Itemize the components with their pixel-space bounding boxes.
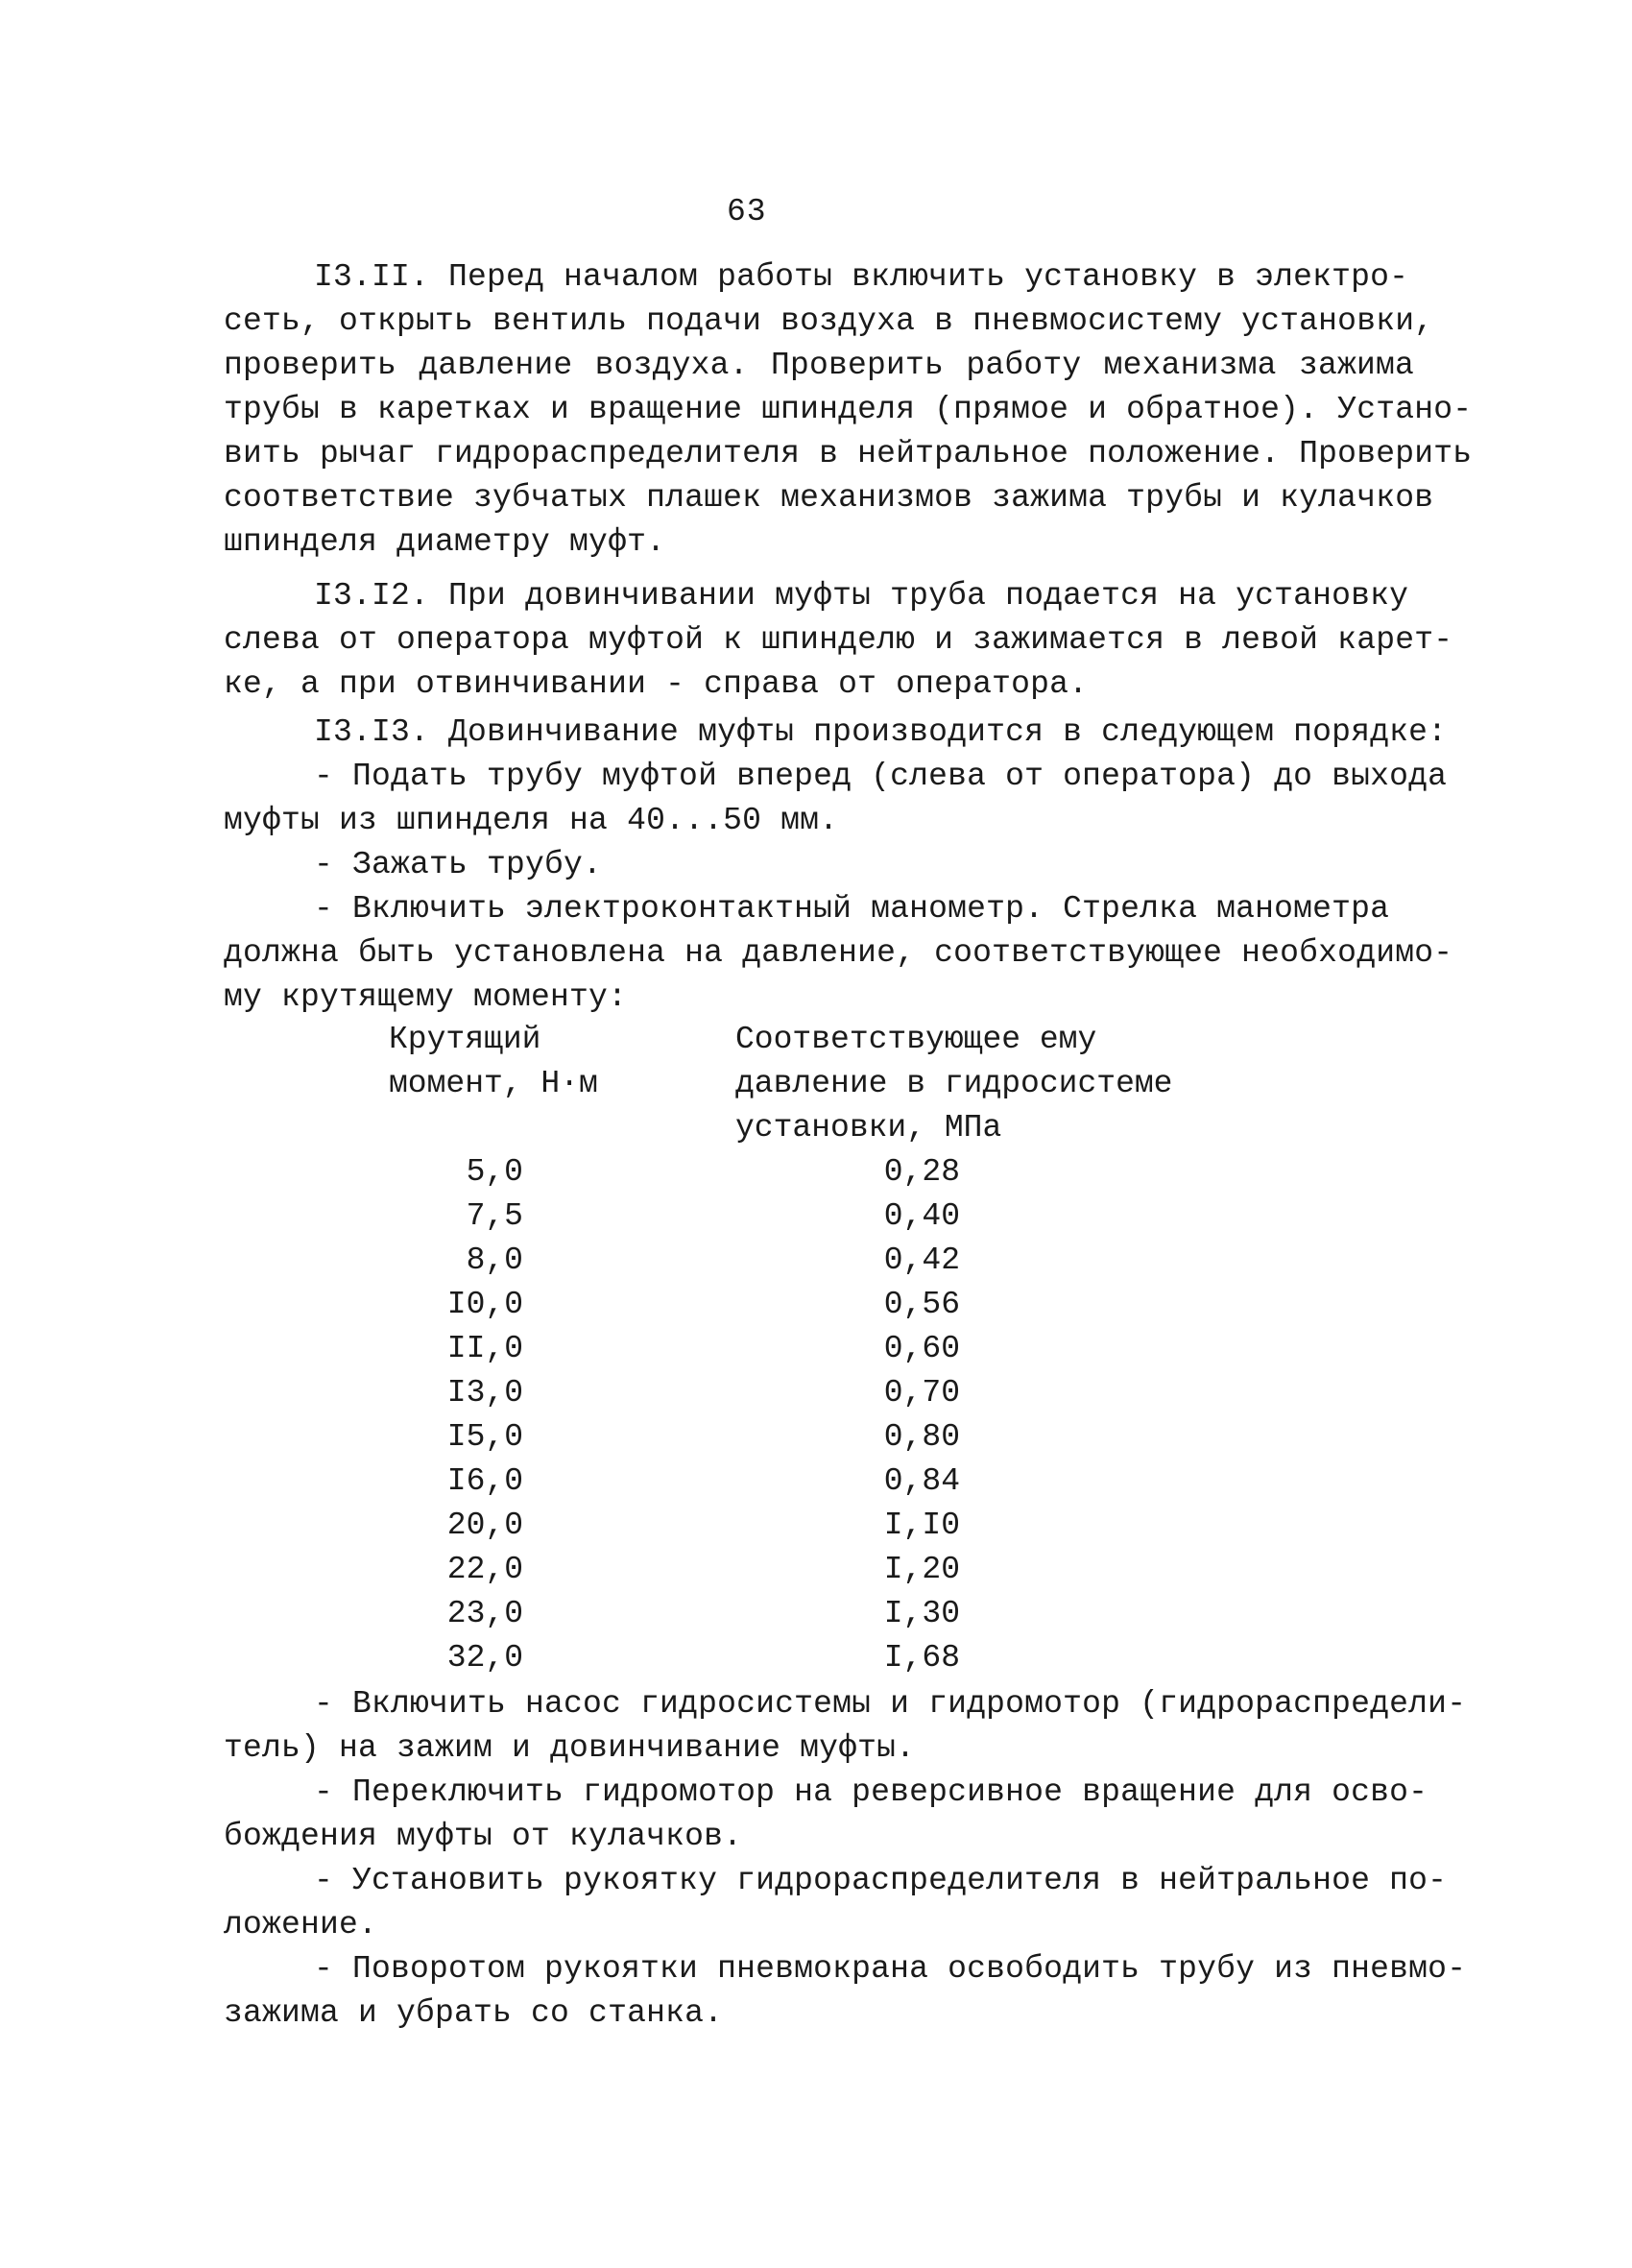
- header-torque-line: момент, Н·м: [389, 1066, 598, 1101]
- pressure-cell: I,30: [883, 1596, 960, 1631]
- step-manometer-line: му крутящему моменту:: [224, 979, 628, 1015]
- pressure-cell: I,I0: [883, 1508, 960, 1543]
- header-pressure-line: Соответствующее ему: [735, 1022, 1097, 1057]
- paragraph-13-11-line: трубы в каретках и вращение шпинделя (прямое и обратное). Устано-: [224, 392, 1473, 427]
- pressure-cell: 0,80: [883, 1419, 960, 1455]
- paragraph-13-11-line: шпинделя диаметру муфт.: [224, 524, 666, 560]
- step-clamp-line: - Зажать трубу.: [314, 847, 603, 882]
- torque-cell: I5,0: [446, 1419, 523, 1455]
- step-release-line: - Поворотом рукоятки пневмокрана освободить трубу из пневмо-: [314, 1951, 1467, 1987]
- header-torque-line: Крутящий: [389, 1022, 541, 1057]
- torque-cell: 32,0: [446, 1640, 523, 1676]
- torque-cell: II,0: [446, 1331, 523, 1366]
- pressure-cell: I,68: [883, 1640, 960, 1676]
- step-pump-line: - Включить насос гидросистемы и гидромотор (гидрораспредели-: [314, 1686, 1467, 1722]
- header-pressure-line: давление в гидросистеме: [735, 1066, 1173, 1101]
- paragraph-13-12-line: ке, а при отвинчивании - справа от оператора.: [224, 666, 1089, 702]
- paragraph-13-12-line: слева от оператора муфтой к шпинделю и зажимается в левой карет-: [224, 622, 1453, 658]
- torque-cell: 22,0: [446, 1552, 523, 1587]
- torque-cell: 23,0: [446, 1596, 523, 1631]
- torque-cell: I6,0: [446, 1463, 523, 1499]
- step-reverse-line: - Переключить гидромотор на реверсивное вращение для осво-: [314, 1774, 1428, 1810]
- pressure-cell: 0,56: [883, 1287, 960, 1322]
- paragraph-13-13-line: I3.I3. Довинчивание муфты производится в следующем порядке:: [314, 714, 1448, 750]
- paragraph-13-12-line: I3.I2. При довинчивании муфты труба подается на установку: [314, 578, 1409, 614]
- torque-cell: I3,0: [446, 1375, 523, 1411]
- paragraph-13-11-line: проверить давление воздуха. Проверить работу механизма зажима: [224, 348, 1414, 383]
- step-release-line: зажима и убрать со станка.: [224, 1995, 724, 2031]
- torque-cell: 7,5: [466, 1198, 523, 1234]
- torque-cell: 20,0: [446, 1508, 523, 1543]
- pressure-cell: 0,70: [883, 1375, 960, 1411]
- pressure-cell: 0,28: [883, 1154, 960, 1190]
- step-manometer-line: должна быть установлена на давление, соответствующее необходимо-: [224, 935, 1453, 971]
- header-pressure-line: установки, МПа: [735, 1110, 1002, 1146]
- pressure-cell: 0,42: [883, 1243, 960, 1278]
- pressure-cell: 0,84: [883, 1463, 960, 1499]
- torque-cell: 8,0: [466, 1243, 523, 1278]
- torque-cell: I0,0: [446, 1287, 523, 1322]
- torque-cell: 5,0: [466, 1154, 523, 1190]
- step-feed-line: муфты из шпинделя на 40...50 мм.: [224, 803, 839, 838]
- paragraph-13-11-line: вить рычаг гидрораспределителя в нейтральное положение. Проверить: [224, 436, 1473, 471]
- step-pump-line: тель) на зажим и довинчивание муфты.: [224, 1730, 916, 1766]
- pressure-cell: I,20: [883, 1552, 960, 1587]
- paragraph-13-11-line: сеть, открыть вентиль подачи воздуха в пневмосистему установки,: [224, 303, 1434, 339]
- step-neutral-line: ложение.: [224, 1907, 378, 1942]
- page-number: 63: [727, 194, 767, 229]
- step-reverse-line: бождения муфты от кулачков.: [224, 1819, 743, 1854]
- pressure-cell: 0,60: [883, 1331, 960, 1366]
- paragraph-13-11-line: соответствие зубчатых плашек механизмов зажима трубы и кулачков: [224, 480, 1434, 516]
- paragraph-13-11-line: I3.II. Перед началом работы включить установку в электро-: [314, 259, 1409, 295]
- pressure-cell: 0,40: [883, 1198, 960, 1234]
- step-manometer-line: - Включить электроконтактный манометр. Стрелка манометра: [314, 891, 1390, 927]
- step-neutral-line: - Установить рукоятку гидрораспределителя в нейтральное по-: [314, 1863, 1448, 1898]
- step-feed-line: - Подать трубу муфтой вперед (слева от оператора) до выхода: [314, 759, 1448, 794]
